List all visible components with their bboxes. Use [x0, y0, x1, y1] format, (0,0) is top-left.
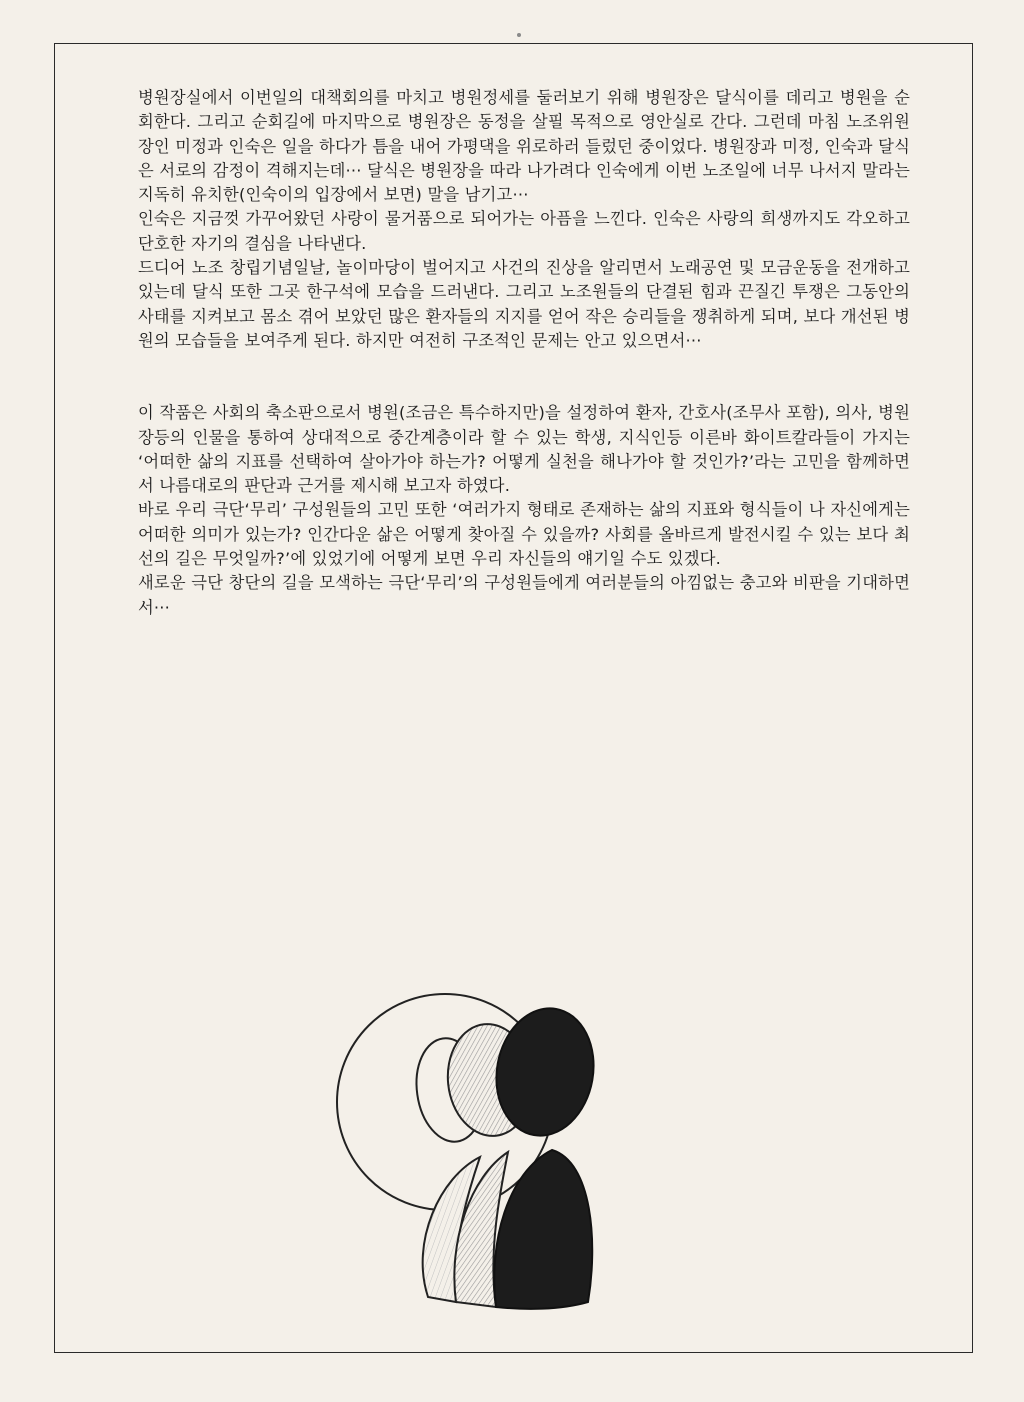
abstract-circles-illustration — [330, 972, 630, 1312]
document-body — [138, 86, 910, 620]
scan-speck — [517, 33, 521, 37]
intent-paragraph-3: 새로운 극단 창단의 길을 모색하는 극단‘무리’의 구성원들에게 여러분들의 아낌없는 충고와 비판을 기대하면서··· — [138, 573, 910, 617]
lower-dark-segment — [494, 1150, 592, 1309]
synopsis-paragraph-1: 병원장실에서 이번일의 대책회의를 마치고 병원정세를 둘러보기 위해 병원장은 달식이를 데리고 병원을 순회한다. 그리고 순회길에 마지막으로 병원장은 동정을 살필 목적으로 영안실로 간다. 그런데 마침 노조위원장인 미정과 인숙은 일을 하다가 틈을 내어 가평댁을 위로하러 들렀던 중이었다. 병원장과 미정, 인숙과 달식은 서로의 감정이 격해지는데··· 달식은 병원장을 따라 나가려다 인숙에게 이번 노조일에 너무 나서지 말라는 지독히 유치한(인숙이의 입장에서 보면) 말을 남기고··· — [138, 88, 910, 205]
intent-paragraph-2: 바로 우리 극단‘무리’ 구성원들의 고민 또한 ‘여러가지 형태로 존재하는 삶의 지표와 형식들이 나 자신에게는 어떠한 의미가 있는가? 인간다운 삶은 어떻게 찾아질 수 있을까? 사회를 올바르게 발전시킬 수 있는 보다 최선의 길은 무엇일까?’에 있었기에 어떻게 보면 우리 자신들의 얘기일 수도 있겠다. — [138, 500, 910, 569]
intent-paragraph-1: 이 작품은 사회의 축소판으로서 병원(조금은 특수하지만)을 설정하여 환자, 간호사(조무사 포함), 의사, 병원장등의 인물을 통하여 상대적으로 중간계층이라 할 수 있는 학생, 지식인등 이른바 화이트칼라들이 가지는 ‘어떠한 삶의 지표를 선택하여 살아가야 하는가? 어떻게 실천을 해나가야 할 것인가?’라는 고민을 함께하면서 나름대로의 판단과 근거를 제시해 보고자 하였다. — [138, 403, 910, 496]
synopsis-paragraph-2: 인숙은 지금껏 가꾸어왔던 사랑이 물거품으로 되어가는 아픔을 느낀다. 인숙은 사랑의 희생까지도 각오하고 단호한 자기의 결심을 나타낸다. — [138, 209, 910, 253]
synopsis-paragraph-3: 드디어 노조 창립기념일날, 놀이마당이 벌어지고 사건의 진상을 알리면서 노래공연 및 모금운동을 전개하고 있는데 달식 또한 그곳 한구석에 모습을 드러낸다. 그리고 노조원들의 단결된 힘과 끈질긴 투쟁은 그동안의 사태를 지켜보고 몸소 겪어 보았던 많은 환자들의 지지를 얻어 작은 승리들을 쟁취하게 되며, 보다 개선된 병원의 모습들을 보여주게 된다. 하지만 여전히 구조적인 문제는 안고 있으면서··· — [138, 258, 910, 350]
paragraph-gap — [138, 353, 910, 401]
